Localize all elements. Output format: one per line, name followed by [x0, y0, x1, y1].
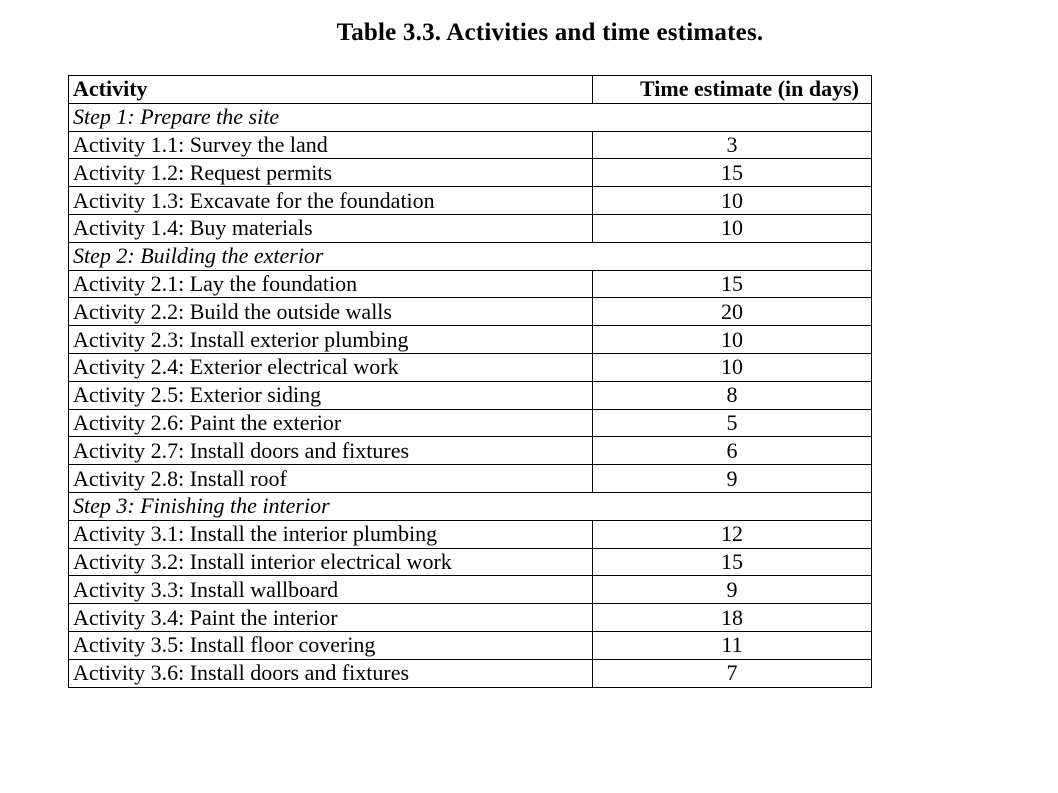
table-row [69, 353, 872, 381]
table-row [69, 465, 872, 493]
activity-label: Activity 3.1: Install the interior plumbing [69, 520, 593, 548]
table-body [69, 76, 872, 688]
table-row [69, 548, 872, 576]
activity-label: Activity 3.4: Paint the interior [69, 604, 593, 632]
activity-label: Activity 1.2: Request permits [69, 159, 593, 187]
table-title: Table 3.3. Activities and time estimates. [336, 19, 764, 46]
activity-label: Activity 3.2: Install interior electrical work [69, 548, 593, 576]
activity-label: Activity 2.7: Install doors and fixtures [69, 437, 593, 465]
step-row [69, 103, 872, 131]
time-estimate-value: 3 [593, 131, 872, 159]
time-estimate-value: 5 [593, 409, 872, 437]
time-estimate-value: 11 [593, 631, 872, 659]
activity-label: Activity 3.5: Install floor covering [69, 631, 593, 659]
table-row [69, 159, 872, 187]
activity-label: Activity 2.5: Exterior siding [69, 381, 593, 409]
step-label: Step 1: Prepare the site [69, 103, 872, 131]
activity-label: Activity 1.4: Buy materials [69, 214, 593, 242]
table-row [69, 631, 872, 659]
table-row [69, 326, 872, 354]
activity-label: Activity 2.1: Lay the foundation [69, 270, 593, 298]
table-row [69, 437, 872, 465]
table-row [69, 520, 872, 548]
table-row [69, 604, 872, 632]
table-row [69, 409, 872, 437]
activity-label: Activity 2.6: Paint the exterior [69, 409, 593, 437]
time-estimate-value: 9 [593, 576, 872, 604]
step-label: Step 2: Building the exterior [69, 242, 872, 270]
time-estimate-value: 9 [593, 465, 872, 493]
table-row [69, 576, 872, 604]
time-estimate-value: 10 [593, 353, 872, 381]
table-row [69, 659, 872, 687]
time-estimate-value: 6 [593, 437, 872, 465]
activity-label: Activity 1.1: Survey the land [69, 131, 593, 159]
time-estimate-value: 20 [593, 298, 872, 326]
activity-label: Activity 3.6: Install doors and fixtures [69, 659, 593, 687]
activity-label: Activity 1.3: Excavate for the foundation [69, 187, 593, 215]
time-estimate-value: 7 [593, 659, 872, 687]
time-estimate-value: 10 [593, 187, 872, 215]
time-estimate-value: 15 [593, 159, 872, 187]
table-row [69, 187, 872, 215]
activities-table [68, 75, 872, 688]
header-activity: Activity [69, 76, 593, 104]
time-estimate-value: 10 [593, 214, 872, 242]
time-estimate-value: 10 [593, 326, 872, 354]
table-row [69, 298, 872, 326]
step-row [69, 492, 872, 520]
activity-label: Activity 2.4: Exterior electrical work [69, 353, 593, 381]
table-row [69, 131, 872, 159]
table-row [69, 214, 872, 242]
table-row [69, 270, 872, 298]
time-estimate-value: 15 [593, 548, 872, 576]
table-row [69, 381, 872, 409]
step-label: Step 3: Finishing the interior [69, 492, 872, 520]
time-estimate-value: 8 [593, 381, 872, 409]
activity-label: Activity 2.3: Install exterior plumbing [69, 326, 593, 354]
step-row [69, 242, 872, 270]
time-estimate-value: 15 [593, 270, 872, 298]
time-estimate-value: 12 [593, 520, 872, 548]
header-row [69, 76, 872, 104]
header-time-estimate: Time estimate (in days) [593, 76, 872, 104]
activity-label: Activity 3.3: Install wallboard [69, 576, 593, 604]
time-estimate-value: 18 [593, 604, 872, 632]
activity-label: Activity 2.8: Install roof [69, 465, 593, 493]
activity-label: Activity 2.2: Build the outside walls [69, 298, 593, 326]
